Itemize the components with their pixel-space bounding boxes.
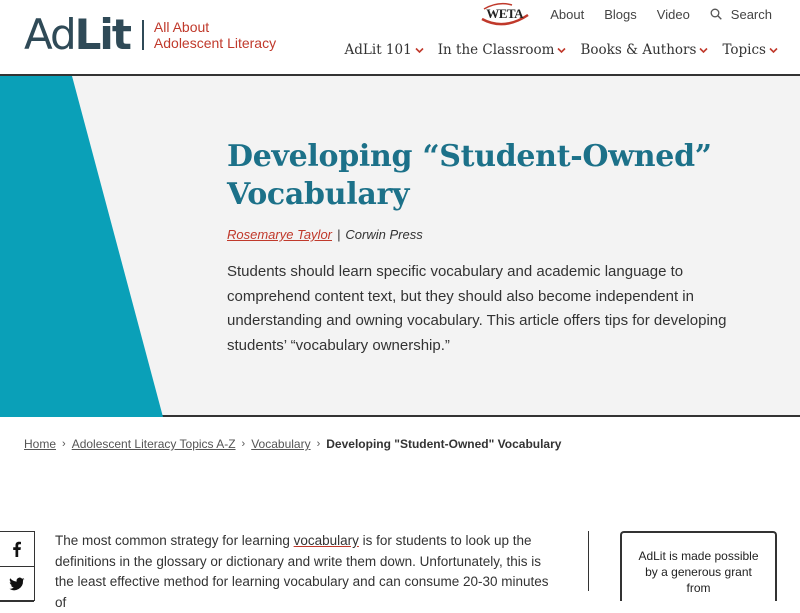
sponsor-box: AdLit is made possible by a generous grant from [620,531,777,601]
nav-item-adlit101[interactable]: AdLit 101 [345,42,424,58]
logo-wordmark: AdLit [24,10,130,59]
breadcrumb-current: Developing "Student-Owned" Vocabulary [326,437,562,451]
search-button[interactable] [710,7,772,22]
main-nav [331,42,778,58]
video-link[interactable]: Video [656,6,690,22]
breadcrumb-topics[interactable]: Adolescent Literacy Topics A-Z [71,437,236,451]
logo-tagline: All About Adolescent Literacy [153,19,277,51]
weta-logo-icon[interactable]: WETA [478,3,530,25]
about-link[interactable]: About [550,6,585,22]
breadcrumb-chevron-icon: › [62,438,66,450]
search-label: Search [730,6,772,22]
twitter-icon [9,576,25,592]
chevron-down-icon [415,47,424,54]
column-divider [588,531,589,591]
hero-teal-shape [0,76,170,417]
search-icon [710,8,722,20]
article-body: The most common strategy for learning vocabulary is for students to look up the definitions in the glossary or dictionary and write them down. Unfortunately, this is the least effective method for learning vocabulary and can consume 20-30 minutes of [55,533,549,610]
logo-divider [142,20,144,50]
article-summary: Students should learn specific vocabulary and academic language to comprehend content text, but they should also become independent in understanding and owning vocabulary. This article offers tips for developing students’ “vocabulary ownership.” [227,263,727,354]
byline-separator: | [337,227,341,242]
utility-nav [478,4,772,24]
blogs-link[interactable]: Blogs [604,6,637,22]
publisher: Corwin Press [345,227,423,242]
vocabulary-link[interactable]: vocabulary [293,533,359,548]
chevron-down-icon [769,47,778,54]
chevron-down-icon [699,47,708,54]
site-header [0,0,800,76]
breadcrumb [24,437,561,451]
page-title: Developing “Student-Owned” Vocabulary [227,139,712,212]
share-bar [0,531,35,601]
nav-item-in-the-classroom[interactable]: In the Classroom [438,42,567,58]
author-link[interactable]: Rosemarye Taylor [227,227,333,242]
breadcrumb-chevron-icon: › [316,438,321,450]
breadcrumb-home[interactable]: Home [24,437,57,451]
facebook-icon [9,541,25,557]
breadcrumb-chevron-icon: › [241,438,246,450]
nav-item-books-authors[interactable]: Books & Authors [580,42,708,58]
site-logo[interactable] [24,10,277,59]
twitter-share-button[interactable] [0,567,34,602]
article-byline [227,227,423,242]
breadcrumb-vocabulary[interactable]: Vocabulary [251,437,311,451]
chevron-down-icon [557,47,566,54]
article-hero [0,76,800,417]
nav-item-topics[interactable]: Topics [722,42,778,58]
facebook-share-button[interactable] [0,532,34,567]
